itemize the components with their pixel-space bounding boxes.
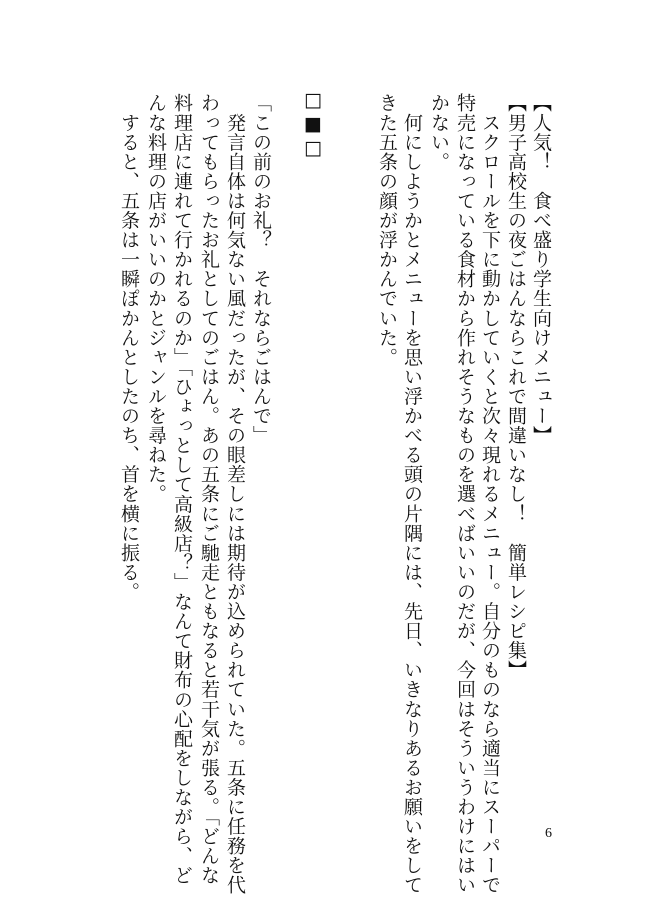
text-line: 特売になっている食材から作れそうなものを選べばいいのだが、今回はそういうわけにはい <box>454 93 476 895</box>
page-number: 6 <box>545 826 552 841</box>
text-line: わってもらったお礼としてのごはん。あの五条にご馳走ともなると若干気が張る。「どんな <box>198 93 220 886</box>
text-line: んな料理の店がいいのかとジャンルを尋ねた。 <box>145 93 167 504</box>
text-line: すると、五条は一瞬ぽかんとしたのち、首を横に振る。 <box>118 93 140 602</box>
text-line: 発言自体は何気ない風だったが、その眼差しには期待が込められていた。五条に任務を代 <box>224 93 246 895</box>
text-line: 【人気！ 食べ盛り学生向けメニュー】 <box>530 93 552 445</box>
text-line: きた五条の顔が浮かんでいた。 <box>376 93 398 367</box>
text-line: 料理店に連れて行かれるのか」「ひょっとして高級店？」なんて財布の心配をしながら、ど <box>171 93 193 886</box>
text-line: スクロールを下に動かしていくと次々現れるメニュー。自分のものなら適当にスーパーで <box>479 93 501 895</box>
section-break: □■□ <box>302 89 324 161</box>
text-line: 【男子高校生の夜ごはんならこれで間違いなし！ 簡単レシピ集】 <box>505 93 527 680</box>
text-line: 何にしようかとメニューを思い浮かべる頭の片隅には、先日、いきなりあるお願いをして <box>401 93 423 895</box>
text-line: かない。 <box>428 93 450 172</box>
text-line: 「この前のお礼？ それならごはんで」 <box>250 93 272 445</box>
